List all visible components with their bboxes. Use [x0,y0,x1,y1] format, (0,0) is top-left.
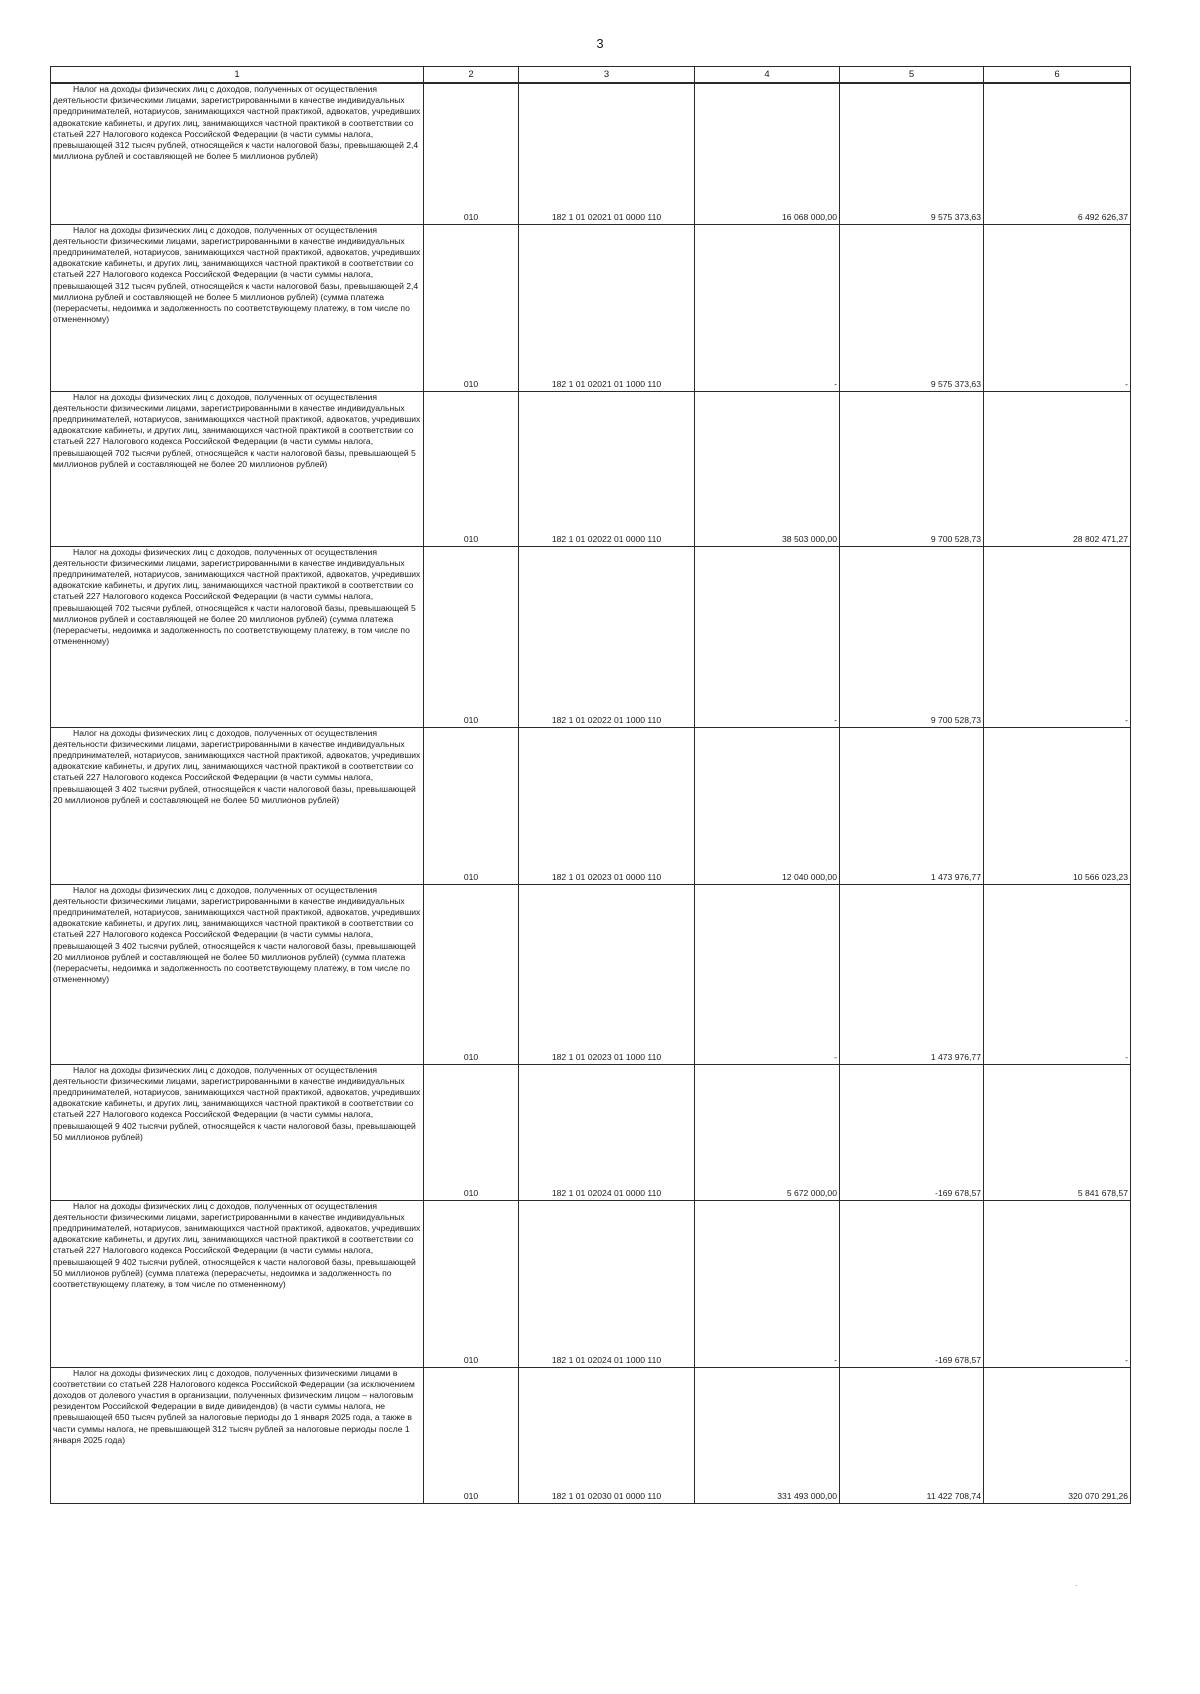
row-remaining-amount: - [984,884,1131,1064]
row-planned-amount: - [695,224,840,391]
row-planned-amount: - [695,884,840,1064]
row-remaining-amount: 28 802 471,27 [984,391,1131,546]
row-line-code: 010 [424,83,519,224]
table-row [51,1367,1131,1503]
column-header-5: 5 [840,67,984,84]
column-header-2: 2 [424,67,519,84]
column-header-6: 6 [984,67,1131,84]
row-budget-code: 182 1 01 02021 01 1000 110 [519,224,695,391]
row-remaining-amount: 320 070 291,26 [984,1367,1131,1503]
row-description: Налог на доходы физических лиц с доходов, полученных от осуществления деятельности физическими лицами, зарегистрированными в качестве индивидуальных предпринимателей, нотариусов, занимающихся частной практикой, адвокатов, учредивших адвокатские кабинеты, и других лиц, занимающихся частной практикой в соответствии со статьей 227 Налогового кодекса Российской Федерации (в части суммы налога, превышающей 3 402 тысячи рублей, относящейся к части налоговой базы, превышающей 20 миллионов рублей и составляющей не более 50 миллионов рублей) (сумма платежа (перерасчеты, недоимка и задолженность по соответствующему платежу, в том числе по отмененному) [51,884,424,1064]
row-budget-code: 182 1 01 02024 01 1000 110 [519,1200,695,1367]
row-executed-amount: -169 678,57 [840,1064,984,1200]
row-description: Налог на доходы физических лиц с доходов, полученных от осуществления деятельности физическими лицами, зарегистрированными в качестве индивидуальных предпринимателей, нотариусов, занимающихся частной практикой, адвокатов, учредивших адвокатские кабинеты, и других лиц, занимающихся частной практикой в соответствии со статьей 227 Налогового кодекса Российской Федерации (в части суммы налога, превышающей 9 402 тысячи рублей, относящейся к части налоговой базы, превышающей 50 миллионов рублей) (сумма платежа (перерасчеты, недоимка и задолженность по соответствующему платежу, в том числе по отмененному) [51,1200,424,1367]
row-executed-amount: 9 575 373,63 [840,83,984,224]
column-header-1: 1 [51,67,424,84]
table-row [51,83,1131,224]
row-executed-amount: 9 575 373,63 [840,224,984,391]
row-executed-amount: 9 700 528,73 [840,546,984,727]
row-line-code: 010 [424,224,519,391]
row-description: Налог на доходы физических лиц с доходов, полученных от осуществления деятельности физическими лицами, зарегистрированными в качестве индивидуальных предпринимателей, нотариусов, занимающихся частной практикой, адвокатов, учредивших адвокатские кабинеты, и других лиц, занимающихся частной практикой в соответствии со статьей 227 Налогового кодекса Российской Федерации (в части суммы налога, превышающей 3 402 тысячи рублей, относящейся к части налоговой базы, превышающей 20 миллионов рублей и составляющей не более 50 миллионов рублей) [51,727,424,884]
row-budget-code: 182 1 01 02030 01 0000 110 [519,1367,695,1503]
row-executed-amount: 1 473 976,77 [840,727,984,884]
row-budget-code: 182 1 01 02022 01 0000 110 [519,391,695,546]
row-planned-amount: 5 672 000,00 [695,1064,840,1200]
row-description: Налог на доходы физических лиц с доходов, полученных от осуществления деятельности физическими лицами, зарегистрированными в качестве индивидуальных предпринимателей, нотариусов, занимающихся частной практикой, адвокатов, учредивших адвокатские кабинеты, и других лиц, занимающихся частной практикой в соответствии со статьей 227 Налогового кодекса Российской Федерации (в части суммы налога, превышающей 702 тысячи рублей, относящейся к части налоговой базы, превышающей 5 миллионов рублей и составляющей не более 20 миллионов рублей) [51,391,424,546]
row-remaining-amount: - [984,1200,1131,1367]
table-row [51,391,1131,546]
row-description: Налог на доходы физических лиц с доходов, полученных от осуществления деятельности физическими лицами, зарегистрированными в качестве индивидуальных предпринимателей, нотариусов, занимающихся частной практикой, адвокатов, учредивших адвокатские кабинеты, и других лиц, занимающихся частной практикой в соответствии со статьей 227 Налогового кодекса Российской Федерации (в части суммы налога, превышающей 702 тысячи рублей, относящейся к части налоговой базы, превышающей 5 миллионов рублей и составляющей не более 20 миллионов рублей) (сумма платежа (перерасчеты, недоимка и задолженность по соответствующему платежу, в том числе по отмененному) [51,546,424,727]
row-description: Налог на доходы физических лиц с доходов, полученных от осуществления деятельности физическими лицами, зарегистрированными в качестве индивидуальных предпринимателей, нотариусов, занимающихся частной практикой, адвокатов, учредивших адвокатские кабинеты, и других лиц, занимающихся частной практикой в соответствии со статьей 227 Налогового кодекса Российской Федерации (в части суммы налога, превышающей 312 тысяч рублей, относящейся к части налоговой базы, превышающей 2,4 миллиона рублей и составляющей не более 5 миллионов рублей) (сумма платежа (перерасчеты, недоимка и задолженность по соответствующему платежу, в том числе по отмененному) [51,224,424,391]
row-line-code: 010 [424,1367,519,1503]
column-header-3: 3 [519,67,695,84]
row-remaining-amount: 6 492 626,37 [984,83,1131,224]
row-remaining-amount: - [984,224,1131,391]
table-row [51,884,1131,1064]
scan-speck: · [1075,1581,1078,1590]
row-description: Налог на доходы физических лиц с доходов, полученных от осуществления деятельности физическими лицами, зарегистрированными в качестве индивидуальных предпринимателей, нотариусов, занимающихся частной практикой, адвокатов, учредивших адвокатские кабинеты, и других лиц, занимающихся частной практикой в соответствии со статьей 227 Налогового кодекса Российской Федерации (в части суммы налога, превышающей 312 тысяч рублей, относящейся к части налоговой базы, превышающей 2,4 миллиона рублей и составляющей не более 5 миллионов рублей) [51,83,424,224]
row-remaining-amount: 10 566 023,23 [984,727,1131,884]
row-budget-code: 182 1 01 02022 01 1000 110 [519,546,695,727]
row-planned-amount: 12 040 000,00 [695,727,840,884]
row-executed-amount: 1 473 976,77 [840,884,984,1064]
row-line-code: 010 [424,546,519,727]
row-planned-amount: 331 493 000,00 [695,1367,840,1503]
table-row [51,1200,1131,1367]
row-executed-amount: -169 678,57 [840,1200,984,1367]
row-budget-code: 182 1 01 02023 01 1000 110 [519,884,695,1064]
row-budget-code: 182 1 01 02024 01 0000 110 [519,1064,695,1200]
row-line-code: 010 [424,1200,519,1367]
table-row [51,546,1131,727]
row-planned-amount: - [695,1200,840,1367]
row-line-code: 010 [424,727,519,884]
table-row [51,224,1131,391]
column-number-row [51,67,1131,84]
row-executed-amount: 9 700 528,73 [840,391,984,546]
row-executed-amount: 11 422 708,74 [840,1367,984,1503]
row-description: Налог на доходы физических лиц с доходов, полученных от осуществления деятельности физическими лицами, зарегистрированными в качестве индивидуальных предпринимателей, нотариусов, занимающихся частной практикой, адвокатов, учредивших адвокатские кабинеты, и других лиц, занимающихся частной практикой в соответствии со статьей 227 Налогового кодекса Российской Федерации (в части суммы налога, превышающей 9 402 тысячи рублей, относящейся к части налоговой базы, превышающей 50 миллионов рублей) [51,1064,424,1200]
table-row [51,727,1131,884]
row-line-code: 010 [424,391,519,546]
row-planned-amount: - [695,546,840,727]
row-remaining-amount: 5 841 678,57 [984,1064,1131,1200]
table-row [51,1064,1131,1200]
page-number: 3 [596,36,604,51]
row-budget-code: 182 1 01 02023 01 0000 110 [519,727,695,884]
row-description: Налог на доходы физических лиц с доходов, полученных физическими лицами в соответствии со статьей 228 Налогового кодекса Российской Федерации (за исключением доходов от долевого участия в организации, полученных физическим лицом – налоговым резидентом Российской Федерации в виде дивидендов) (в части суммы налога, не превышающей 650 тысяч рублей за налоговые периоды до 1 января 2025 года, а также в части суммы налога, не превышающей 312 тысяч рублей за налоговые периоды после 1 января 2025 года) [51,1367,424,1503]
row-line-code: 010 [424,884,519,1064]
row-planned-amount: 38 503 000,00 [695,391,840,546]
row-budget-code: 182 1 01 02021 01 0000 110 [519,83,695,224]
column-header-4: 4 [695,67,840,84]
row-remaining-amount: - [984,546,1131,727]
row-line-code: 010 [424,1064,519,1200]
row-planned-amount: 16 068 000,00 [695,83,840,224]
revenue-table [50,66,1131,1504]
